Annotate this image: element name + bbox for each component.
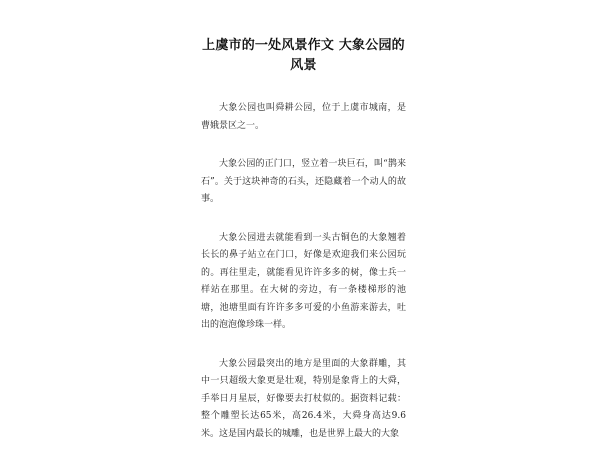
article-paragraph-1: 大象公园也叫舜耕公园，位于上虞市城南，是曹娥景区之一。 bbox=[201, 103, 406, 131]
article-paragraph-4: 大象公园最突出的地方是里面的大象群雕，其中一只超级大象更是壮观，特别是象背上的大舜，手举日月星辰，好像要去打杖似的。据资料记载：整个雕塑长达65米，高26.4米，大舜身高达9.6米。这是国内最长的城雕，也是世界上最大的大象 bbox=[201, 358, 406, 439]
article bbox=[201, 36, 406, 464]
article-paragraph-2: 大象公园的正门口，竖立着一块巨石，叫“鹊来石”。关于这块神奇的石头，还隐藏着一个动人的故事。 bbox=[201, 159, 406, 204]
article-paragraph-3: 大象公园进去就能看到一头古铜色的大象翘着长长的鼻子站立在门口，好像是欢迎我们来公园玩的。再往里走，就能看见许许多多的树，像士兵一样站在那里。在大树的旁边，有一条楼梯形的池塘，池塘里面有许许多多可爱的小鱼游来游去，吐出的泡泡像珍珠一样。 bbox=[201, 232, 406, 330]
article-title: 上虞市的一处风景作文 大象公园的风景 bbox=[202, 38, 405, 73]
